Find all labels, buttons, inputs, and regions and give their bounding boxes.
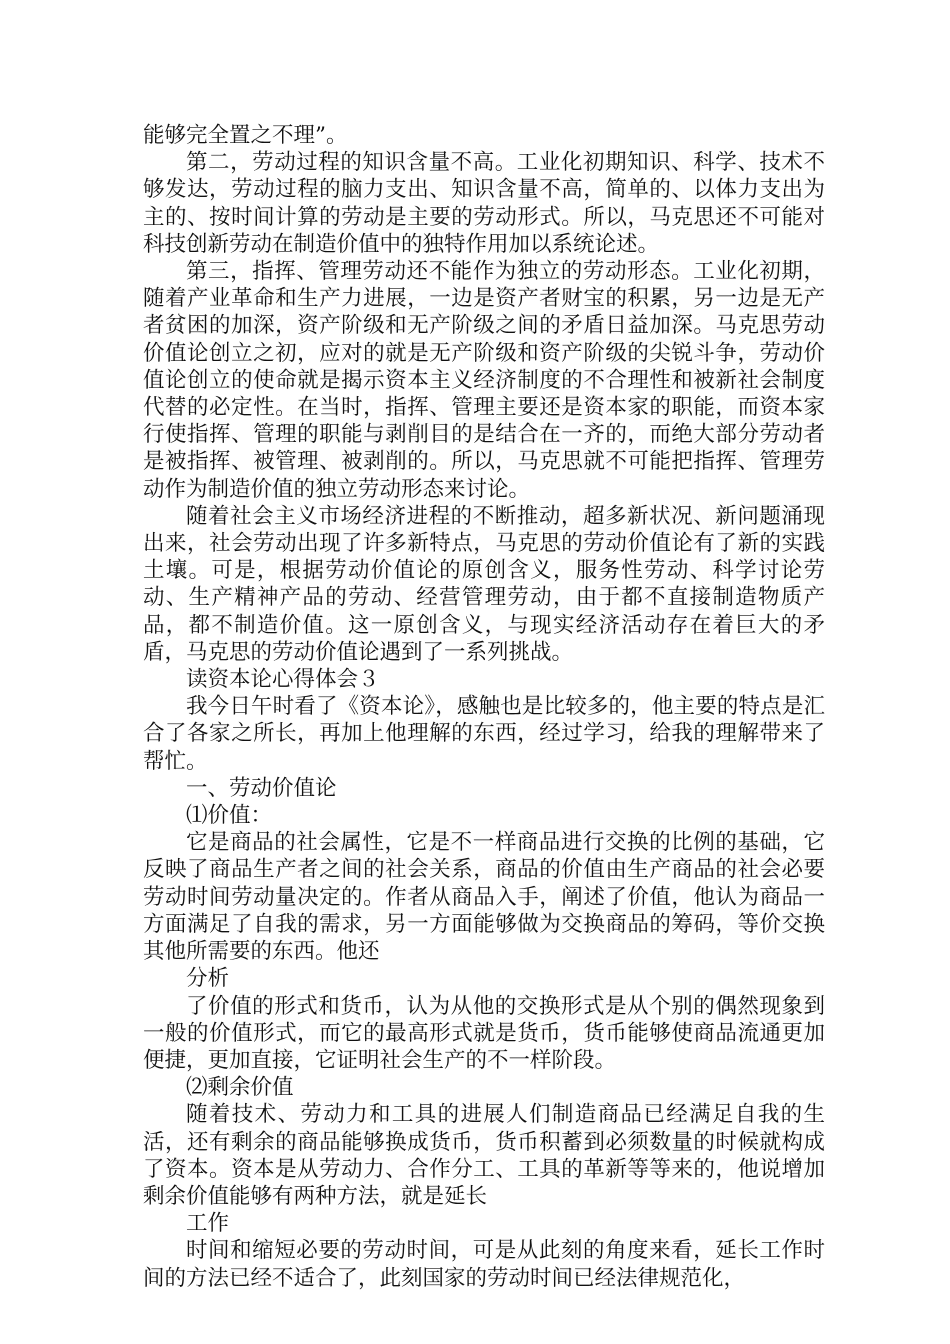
paragraph-analysis-word: 分析	[186, 966, 230, 992]
paragraph-value: 它是商品的社会属性，它是不一样商品进行交换的比例的基础，它反映了商品生产者之间的社会关系，商品的价值由生产商品的社会必要劳动时间劳动量决定的。作者从商品入手，阐述了价值，他认为商品一方面满足了自我的需求，另一方面能够做为交换商品的筹码，等价交换其他所需要的东西。他还	[143, 830, 825, 965]
paragraph-work-word: 工作	[186, 1211, 230, 1237]
paragraph-working-time: 时间和缩短必要的劳动时间，可是从此刻的角度来看，延长工作时间的方法已经不适合了，此刻国家的劳动时间已经法律规范化，	[143, 1238, 825, 1291]
subheading-labor-value-theory: 一、劳动价值论	[186, 775, 337, 801]
subheading-surplus-value: ⑵剩余价值	[186, 1075, 294, 1101]
subheading-value: ⑴价值：	[186, 803, 273, 829]
paragraph-continuation: 能够完全置之不理”。	[143, 123, 348, 148]
paragraph-surplus-value: 随着技术、劳动力和工具的进展人们制造商品已经满足自我的生活，还有剩余的商品能够换成货币，货币积蓄到必须数量的时候就构成了资本。资本是从劳动力、合作分工、工具的革新等等来的，他说增加剩余价值能够有两种方法，就是延长	[143, 1102, 825, 1209]
section-title: 读资本论心得体会３	[186, 667, 380, 693]
paragraph-knowledge-content: 第二，劳动过程的知识含量不高。工业化初期知识、科学、技术不够发达，劳动过程的脑力支出、知识含量不高，简单的、以体力支出为主的、按时间计算的劳动是主要的劳动形式。所以，马克思还不可能对科技创新劳动在制造价值中的独特作用加以系统论述。	[143, 150, 825, 257]
paragraph-market-economy: 随着社会主义市场经济进程的不断推动，超多新状况、新问题涌现出来，社会劳动出现了许多新特点，马克思的劳动价值论有了新的实践土壤。可是，根据劳动价值论的原创含义，服务性劳动、科学讨论劳动、生产精神产品的劳动、经营管理劳动，由于都不直接制造物质产品，都不制造价值。这一原创含义，与现实经济活动存在着巨大的矛盾，马克思的劳动价值论遇到了一系列挑战。	[143, 503, 825, 665]
paragraph-management-labor: 第三，指挥、管理劳动还不能作为独立的劳动形态。工业化初期，随着产业革命和生产力进展，一边是资产者财宝的积累，另一边是无产者贫困的加深，资产阶级和无产阶级之间的矛盾日益加深。马克思劳动价值论创立之初，应对的就是无产阶级和资产阶级的尖锐斗争，劳动价值论创立的使命就是揭示资本主义经济制度的不合理性和被新社会制度代替的必定性。在当时，指挥、管理主要还是资本家的职能，而资本家行使指挥、管理的职能与剥削目的是结合在一齐的，而绝大部分劳动者是被指挥、被管理、被剥削的。所以，马克思就不可能把指挥、管理劳动作为制造价值的独立劳动形态来讨论。	[143, 259, 825, 502]
paragraph-intro: 我今日午时看了《资本论》，感触也是比较多的，他主要的特点是汇合了各家之所长，再加上他理解的东西，经过学习，给我的理解带来了帮忙。	[143, 694, 825, 774]
document-page	[143, 122, 825, 1292]
paragraph-value-forms: 了价值的形式和货币，认为从他的交换形式是从个别的偶然现象到一般的价值形式，而它的最高形式就是货币，货币能够使商品流通更加便捷，更加直接，它证明社会生产的不一样阶段。	[143, 993, 825, 1073]
